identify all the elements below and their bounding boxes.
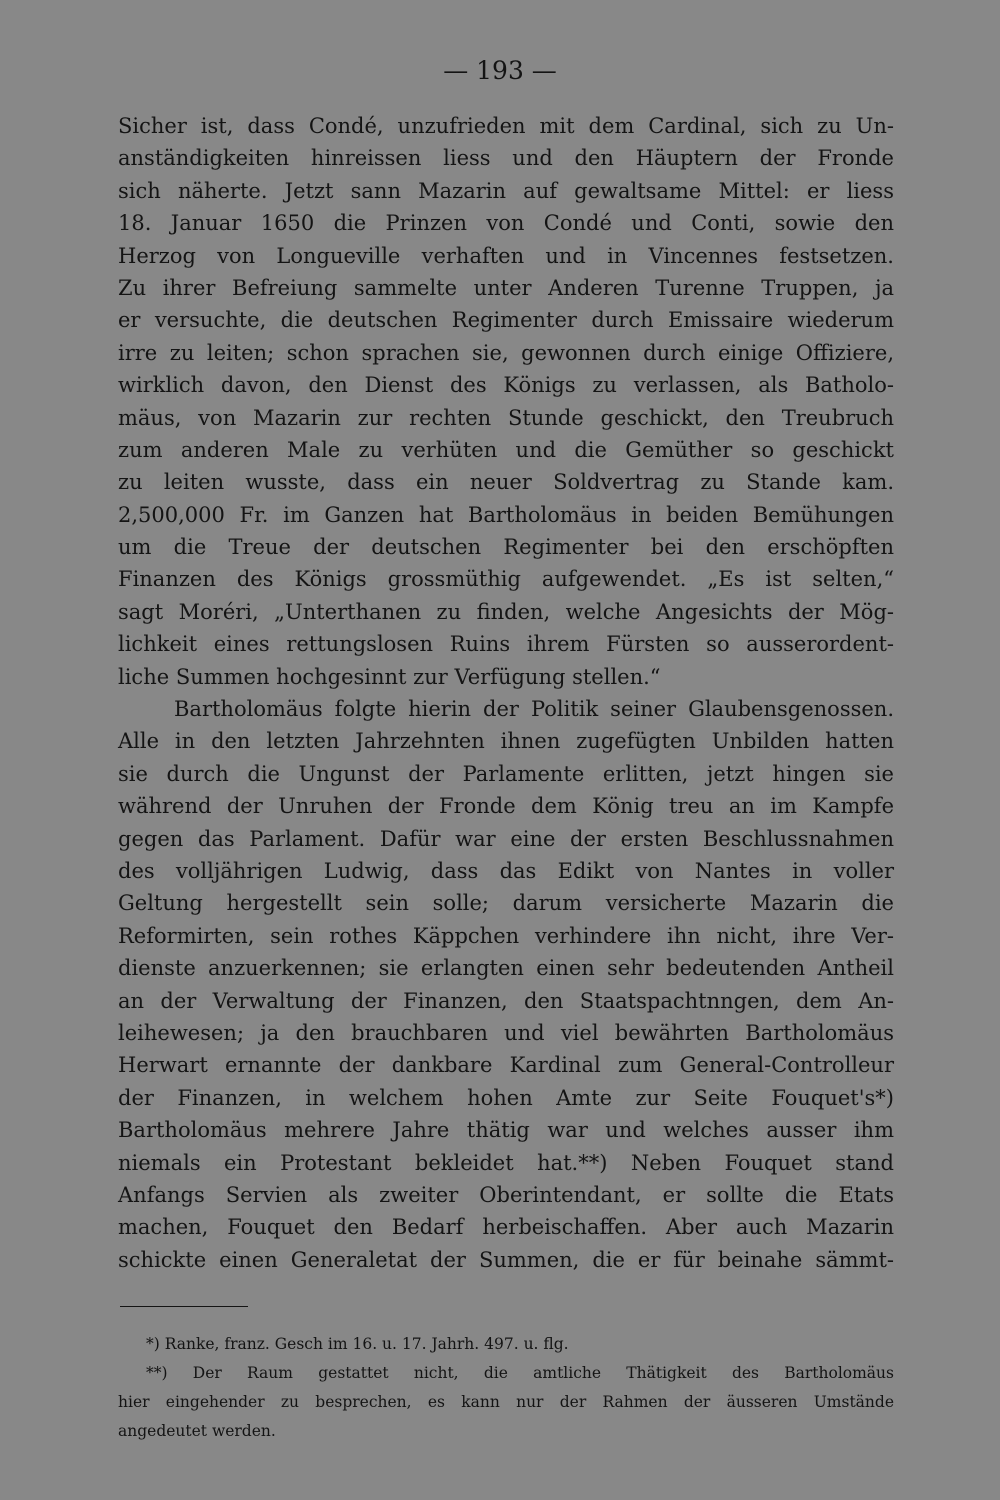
text-line: wirklich davon, den Dienst des Königs zu verlassen, als Batholo- [118,373,894,398]
text-line: Sicher ist, dass Condé, unzufrieden mit dem Cardinal, sich zu Un- [118,114,894,138]
text-line: niemals ein Protestant bekleidet hat.**) Neben Fouquet stand [118,1150,894,1175]
text-line: während der Unruhen der Fronde dem König treu an im Kampfe [118,794,894,819]
text-line: zum anderen Male zu verhüten und die Gemüther so geschickt [118,437,894,462]
text-line: mäus, von Mazarin zur rechten Stunde geschickt, den Treubruch [118,405,894,430]
text-line: liche Summen hochgesinnt zur Verfügung stellen.“ [118,664,661,689]
page-number: — 193 — [443,56,557,85]
text-line: der Finanzen, in welchem hohen Amte zur Seite Fouquet's*) [118,1085,894,1110]
text-line: gegen das Parlament. Dafür war eine der ersten Beschlussnahmen [118,826,894,851]
footnote-line: angedeutet werden. [118,1422,276,1440]
text-line: an der Verwaltung der Finanzen, den Staatspachtnngen, dem An- [118,988,894,1013]
footnote-divider [120,1306,248,1307]
text-line: schickte einen Generaletat der Summen, die er für beinahe sämmt- [118,1247,894,1272]
text-line: sich näherte. Jetzt sann Mazarin auf gewaltsame Mittel: er liess [118,178,894,203]
text-line: Finanzen des Königs grossmüthig aufgewendet. „Es ist selten,“ [118,567,894,592]
text-line: des volljährigen Ludwig, dass das Edikt von Nantes in voller [118,858,894,883]
text-line: machen, Fouquet den Bedarf herbeischaffen. Aber auch Mazarin [118,1215,894,1240]
text-line: dienste anzuerkennen; sie erlangten einen sehr bedeutenden Antheil [118,956,894,981]
text-line: lichkeit eines rettungslosen Ruins ihrem Fürsten so ausserordent- [118,632,894,657]
text-line: Herzog von Longueville verhaften und in Vincennes festsetzen. [118,243,894,268]
text-line: Anfangs Servien als zweiter Oberintendant, er sollte die Etats [118,1182,894,1207]
text-line: Alle in den letzten Jahrzehnten ihnen zugefügten Unbilden hatten [118,729,894,754]
footnote-line: hier eingehender zu besprechen, es kann nur der Rahmen der äusseren Umstände [118,1393,894,1411]
footnotes [118,1330,894,1446]
text-line: 2,500,000 Fr. im Ganzen hat Bartholomäus in beiden Bemühungen [118,502,894,527]
text-line: er versuchte, die deutschen Regimenter durch Emissaire wiederum [118,308,894,333]
text-line: Geltung hergestellt sein solle; darum versicherte Mazarin die [118,891,894,916]
text-line: zu leiten wusste, dass ein neuer Soldvertrag zu Stande kam. [118,470,894,495]
text-line: Bartholomäus folgte hierin der Politik seiner Glaubensgenossen. [174,697,894,722]
text-line: Zu ihrer Befreiung sammelte unter Anderen Turenne Truppen, ja [118,275,894,300]
text-line: Bartholomäus mehrere Jahre thätig war und welches ausser ihm [118,1118,894,1143]
text-line: 18. Januar 1650 die Prinzen von Condé und Conti, sowie den [118,211,894,236]
text-line: anständigkeiten hinreissen liess und den Häuptern der Fronde [118,146,894,171]
body-text [118,110,894,1276]
text-line: sagt Moréri, „Unterthanen zu finden, welche Angesichts der Mög- [118,599,894,624]
footnote-line: **) Der Raum gestattet nicht, die amtliche Thätigkeit des Bartholomäus [146,1364,894,1382]
text-line: Herwart ernannte der dankbare Kardinal zum General-Controlleur [118,1053,894,1078]
text-line: irre zu leiten; schon sprachen sie, gewonnen durch einige Offiziere, [118,340,894,365]
text-line: sie durch die Ungunst der Parlamente erlitten, jetzt hingen sie [118,761,894,786]
footnote-line: *) Ranke, franz. Gesch im 16. u. 17. Jahrh. 497. u. flg. [146,1335,569,1353]
text-line: um die Treue der deutschen Regimenter bei den erschöpften [118,535,894,560]
text-line: Reformirten, sein rothes Käppchen verhindere ihn nicht, ihre Ver- [118,923,894,948]
text-line: leihewesen; ja den brauchbaren und viel bewährten Bartholomäus [118,1020,894,1045]
